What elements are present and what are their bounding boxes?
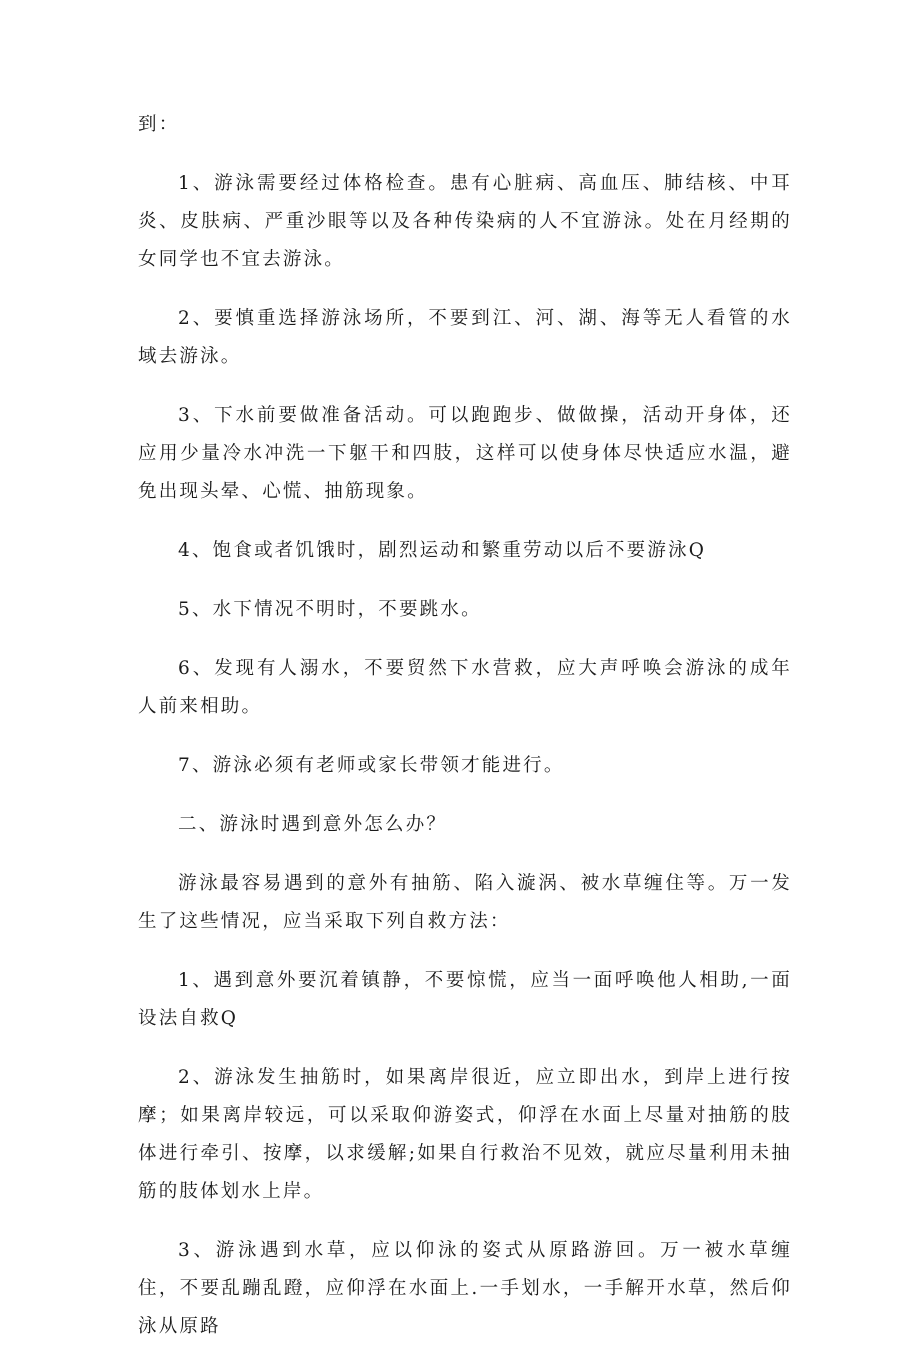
paragraph-item-6: 6、发现有人溺水，不要贸然下水营救，应大声呼唤会游泳的成年人前来相助。	[138, 658, 792, 717]
paragraph-intro: 游泳最容易遇到的意外有抽筋、陷入漩涡、被水草缠住等。万一发生了这些情况，应当采取下列自救方法：	[138, 873, 792, 932]
paragraph-item-5: 5、水下情况不明时，不要跳水。	[178, 599, 482, 620]
paragraph-item-4: 4、饱食或者饥饿时，剧烈运动和繁重劳动以后不要游泳Q	[178, 540, 707, 561]
paragraph-rescue-1: 1、遇到意外要沉着镇静，不要惊慌，应当一面呼唤他人相助,一面设法自救Q	[138, 970, 792, 1029]
paragraph-rescue-3: 3、游泳遇到水草，应以仰泳的姿式从原路游回。万一被水草缠住，不要乱蹦乱蹬，应仰浮在水面上.一手划水，一手解开水草，然后仰泳从原路	[138, 1240, 792, 1337]
section-heading: 二、游泳时遇到意外怎么办？	[178, 814, 448, 835]
paragraph-item-1: 1、游泳需要经过体格检查。患有心脏病、高血压、肺结核、中耳炎、皮肤病、严重沙眼等以及各种传染病的人不宜游泳。处在月经期的女同学也不宜去游泳。	[138, 173, 792, 270]
paragraph-rescue-2: 2、游泳发生抽筋时，如果离岸很近，应立即出水，到岸上进行按摩；如果离岸较远，可以采取仰游姿式，仰浮在水面上尽量对抽筋的肢体进行牵引、按摩，以求缓解;如果自行救治不见效，就应尽量利用未抽筋的肢体划水上岸。	[138, 1067, 792, 1202]
paragraph-continuation: 到：	[138, 114, 180, 135]
paragraph-item-2: 2、要慎重选择游泳场所，不要到江、河、湖、海等无人看管的水域去游泳。	[138, 308, 792, 367]
paragraph-item-3: 3、下水前要做准备活动。可以跑跑步、做做操，活动开身体，还应用少量冷水冲洗一下躯干和四肢，这样可以使身体尽快适应水温，避免出现头晕、心慌、抽筋现象。	[138, 405, 792, 502]
paragraph-item-7: 7、游泳必须有老师或家长带领才能进行。	[178, 755, 565, 776]
